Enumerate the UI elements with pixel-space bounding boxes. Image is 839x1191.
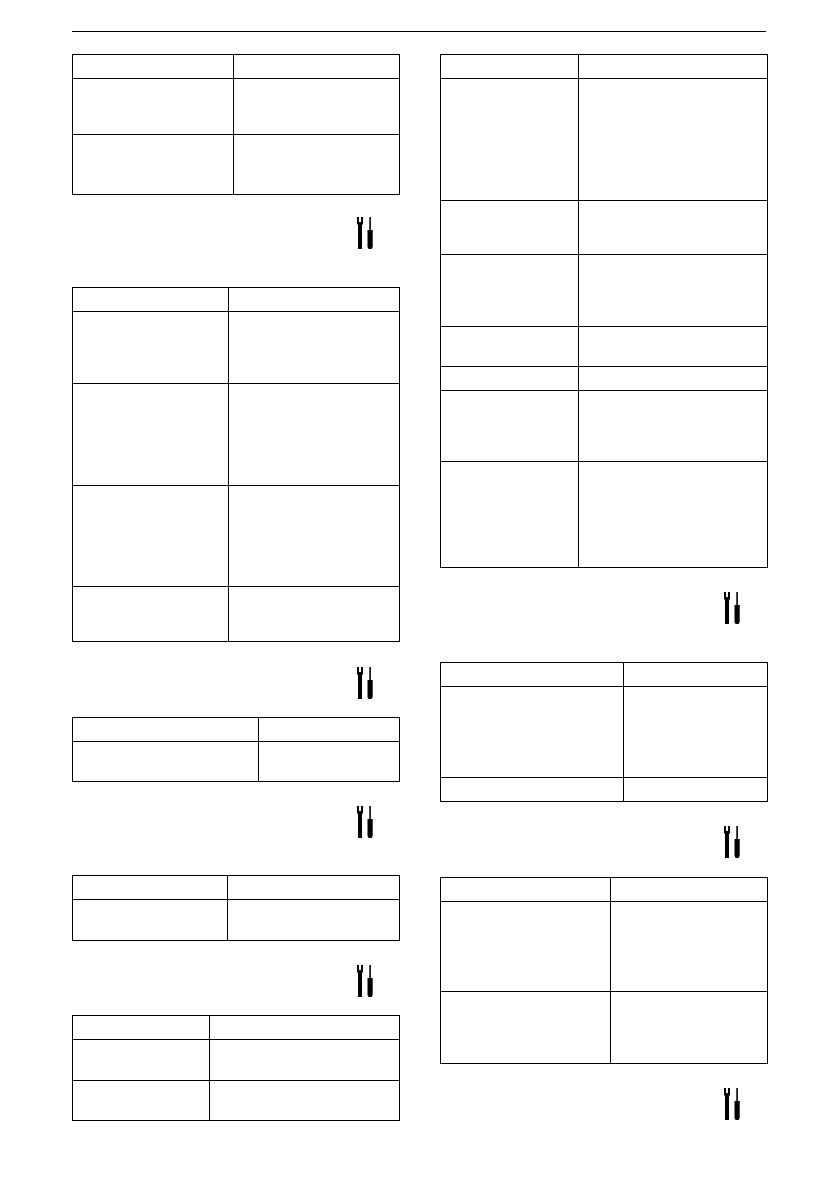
table-row bbox=[441, 391, 768, 462]
table-header-row bbox=[73, 718, 400, 742]
table-cell bbox=[210, 1040, 400, 1081]
table-row bbox=[441, 79, 768, 201]
table-cell bbox=[579, 391, 768, 462]
table-cell bbox=[579, 327, 768, 367]
table-header-row bbox=[441, 878, 768, 902]
table-row bbox=[441, 462, 768, 568]
table-row bbox=[73, 1040, 400, 1081]
table-header-cell bbox=[73, 288, 229, 312]
table-cell bbox=[229, 384, 400, 486]
wrench-screwdriver-icon bbox=[356, 805, 376, 839]
table-row bbox=[73, 79, 400, 135]
table-7 bbox=[440, 662, 768, 802]
table-cell bbox=[73, 1040, 210, 1081]
table-header-row bbox=[73, 1016, 400, 1040]
table-row bbox=[73, 486, 400, 587]
table-3 bbox=[72, 717, 400, 782]
wrench-screwdriver-icon bbox=[356, 964, 376, 998]
table-header-cell bbox=[441, 663, 624, 687]
table-header-row bbox=[441, 55, 768, 79]
table-cell bbox=[579, 367, 768, 391]
table-cell bbox=[73, 312, 229, 384]
wrench-screwdriver-icon bbox=[356, 666, 376, 700]
table-header-cell bbox=[579, 55, 768, 79]
table-cell bbox=[73, 900, 228, 941]
table-header-cell bbox=[210, 1016, 400, 1040]
header-rule bbox=[72, 31, 766, 32]
table-cell bbox=[441, 255, 579, 327]
table-cell bbox=[441, 79, 579, 201]
table-cell bbox=[611, 902, 768, 992]
table-header-row bbox=[441, 663, 768, 687]
table-cell bbox=[441, 462, 579, 568]
table-header-cell bbox=[441, 878, 611, 902]
table-4 bbox=[72, 875, 400, 941]
wrench-screwdriver-icon bbox=[356, 216, 376, 250]
table-row bbox=[441, 255, 768, 327]
table-header-cell bbox=[259, 718, 400, 742]
wrench-screwdriver-icon bbox=[723, 825, 743, 859]
table-header-row bbox=[73, 55, 400, 79]
wrench-screwdriver-icon bbox=[723, 1087, 743, 1121]
table-cell bbox=[441, 391, 579, 462]
table-cell bbox=[259, 742, 400, 782]
table-row bbox=[73, 587, 400, 642]
table-cell bbox=[73, 587, 229, 642]
table-header-cell bbox=[624, 663, 768, 687]
table-row bbox=[441, 327, 768, 367]
table-cell bbox=[73, 79, 234, 135]
table-cell bbox=[73, 384, 229, 486]
table-row bbox=[441, 778, 768, 802]
table-header-cell bbox=[611, 878, 768, 902]
table-row bbox=[73, 1081, 400, 1121]
table-header-cell bbox=[73, 1016, 210, 1040]
table-row bbox=[441, 992, 768, 1064]
table-cell bbox=[73, 486, 229, 587]
table-cell bbox=[441, 687, 624, 778]
table-cell bbox=[229, 312, 400, 384]
table-row bbox=[73, 900, 400, 941]
table-row bbox=[73, 135, 400, 195]
table-cell bbox=[228, 900, 400, 941]
table-cell bbox=[441, 902, 611, 992]
table-row bbox=[441, 902, 768, 992]
table-cell bbox=[73, 1081, 210, 1121]
table-cell bbox=[210, 1081, 400, 1121]
table-6 bbox=[440, 54, 768, 568]
table-row bbox=[73, 384, 400, 486]
table-header-cell bbox=[228, 876, 400, 900]
table-header-cell bbox=[229, 288, 400, 312]
table-cell bbox=[579, 255, 768, 327]
table-cell bbox=[624, 687, 768, 778]
table-cell bbox=[441, 778, 624, 802]
table-cell bbox=[579, 462, 768, 568]
table-cell bbox=[229, 587, 400, 642]
table-8 bbox=[440, 877, 768, 1064]
table-row bbox=[441, 367, 768, 391]
table-1 bbox=[72, 54, 400, 195]
table-row bbox=[441, 201, 768, 255]
table-cell bbox=[73, 135, 234, 195]
table-cell bbox=[234, 79, 400, 135]
table-cell bbox=[234, 135, 400, 195]
table-cell bbox=[611, 992, 768, 1064]
table-header-row bbox=[73, 876, 400, 900]
table-cell bbox=[579, 201, 768, 255]
table-header-cell bbox=[73, 55, 234, 79]
table-header-cell bbox=[73, 718, 259, 742]
table-2 bbox=[72, 287, 400, 642]
table-row bbox=[441, 687, 768, 778]
table-header-cell bbox=[441, 55, 579, 79]
table-row bbox=[73, 742, 400, 782]
table-cell bbox=[441, 367, 579, 391]
table-cell bbox=[441, 992, 611, 1064]
table-cell bbox=[73, 742, 259, 782]
table-cell bbox=[579, 79, 768, 201]
table-cell bbox=[441, 327, 579, 367]
table-cell bbox=[441, 201, 579, 255]
table-5 bbox=[72, 1015, 400, 1121]
table-cell bbox=[624, 778, 768, 802]
table-header-cell bbox=[73, 876, 228, 900]
table-header-cell bbox=[234, 55, 400, 79]
table-row bbox=[73, 312, 400, 384]
table-cell bbox=[229, 486, 400, 587]
table-header-row bbox=[73, 288, 400, 312]
wrench-screwdriver-icon bbox=[723, 591, 743, 625]
